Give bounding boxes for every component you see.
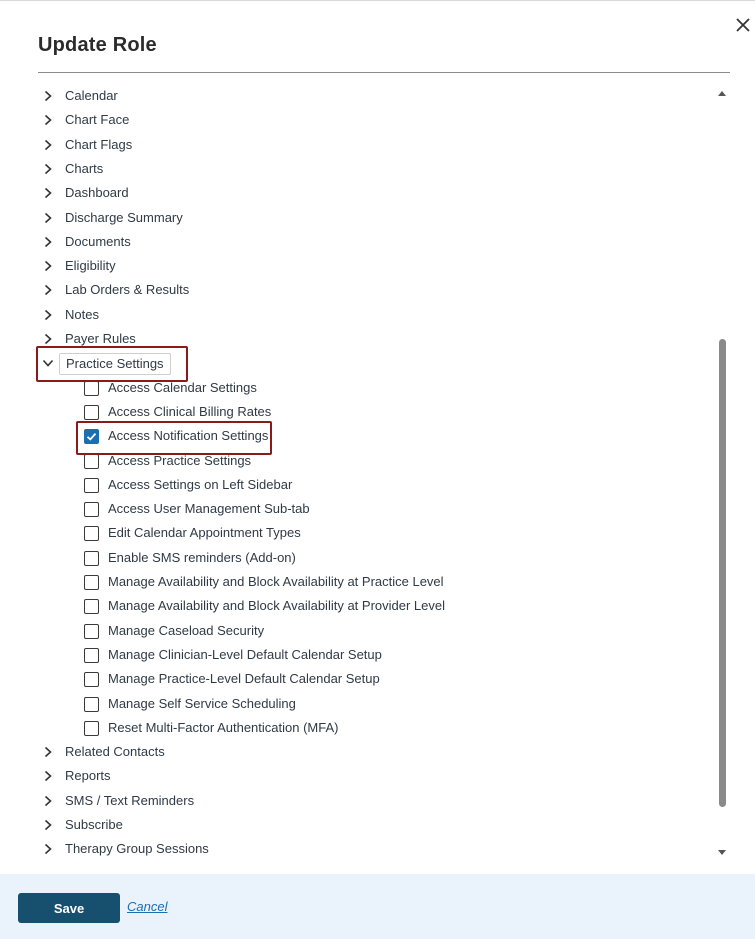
permission-label[interactable]: Manage Availability and Block Availability at Practice Level (108, 574, 444, 589)
save-button[interactable]: Save (18, 893, 120, 923)
permission-checkbox[interactable] (84, 405, 99, 420)
category-label[interactable]: Calendar (65, 88, 118, 103)
category-label[interactable]: Dashboard (65, 185, 129, 201)
permission-checkbox[interactable] (84, 381, 99, 396)
tree-category-row[interactable] (0, 278, 715, 302)
expand-toggle[interactable] (39, 740, 57, 764)
expand-toggle[interactable] (39, 230, 57, 254)
title-divider (38, 72, 730, 73)
tree-category-row[interactable] (0, 351, 715, 375)
chevron-right-icon (42, 333, 54, 345)
permission-row (0, 473, 715, 497)
permission-row (0, 619, 715, 643)
chevron-right-icon (42, 309, 54, 321)
chevron-down-icon (42, 357, 54, 369)
permission-row (0, 400, 715, 424)
category-label[interactable]: Lab Orders & Results (65, 282, 190, 298)
category-label[interactable]: Therapy Group Sessions (65, 841, 209, 857)
permission-checkbox[interactable] (84, 575, 99, 590)
chevron-right-icon (42, 819, 54, 831)
scrollbar-thumb[interactable] (719, 339, 726, 807)
permission-label[interactable]: Edit Calendar Appointment Types (108, 525, 301, 541)
category-label[interactable]: Notes (65, 306, 99, 322)
category-label[interactable]: Payer Rules (65, 331, 136, 346)
category-label[interactable]: SMS / Text Reminders (65, 792, 195, 808)
tree-category-row[interactable] (0, 764, 715, 788)
tree-category-row[interactable] (0, 206, 715, 230)
permission-label[interactable]: Enable SMS reminders (Add-on) (108, 549, 296, 565)
expand-toggle[interactable] (39, 108, 57, 132)
category-label[interactable]: Chart Face (65, 112, 130, 128)
permission-row (0, 546, 715, 570)
dialog-title: Update Role (38, 34, 157, 56)
expand-toggle[interactable] (39, 327, 57, 351)
permission-label[interactable]: Reset Multi-Factor Authentication (MFA) (108, 719, 339, 735)
permission-row (0, 497, 715, 521)
tree-category-row[interactable] (0, 133, 715, 157)
chevron-right-icon (42, 163, 54, 175)
expand-toggle[interactable] (39, 303, 57, 327)
permission-checkbox[interactable] (84, 551, 99, 566)
category-label[interactable]: Reports (65, 768, 111, 784)
permission-checkbox[interactable] (84, 478, 99, 493)
chevron-right-icon (42, 212, 54, 224)
expand-toggle[interactable] (39, 254, 57, 278)
permission-row (0, 667, 715, 691)
permission-row (0, 594, 715, 618)
chevron-right-icon (42, 843, 54, 855)
permission-row (0, 692, 715, 716)
dialog-top-border (0, 0, 755, 1)
permission-checkbox[interactable] (84, 454, 99, 469)
permission-row (0, 570, 715, 594)
category-label[interactable]: Chart Flags (65, 136, 133, 152)
permission-row (0, 376, 715, 400)
permission-label[interactable]: Access User Management Sub-tab (108, 501, 310, 517)
tree-category-row[interactable] (0, 230, 715, 254)
close-icon (736, 18, 750, 32)
permission-label[interactable]: Manage Clinician-Level Default Calendar Setup (108, 646, 382, 662)
permission-checkbox[interactable] (84, 429, 99, 444)
tree-category-row[interactable] (0, 740, 715, 764)
scroll-up-icon (716, 87, 728, 99)
permission-label[interactable]: Access Clinical Billing Rates (108, 403, 272, 419)
tree-category-row[interactable] (0, 303, 715, 327)
permission-checkbox[interactable] (84, 697, 99, 712)
tree-category-row[interactable] (0, 157, 715, 181)
category-label[interactable]: Documents (65, 233, 131, 249)
permission-label[interactable]: Manage Practice-Level Default Calendar Setup (108, 671, 380, 687)
chevron-right-icon (42, 114, 54, 126)
category-label[interactable]: Subscribe (65, 817, 123, 832)
expand-toggle[interactable] (39, 789, 57, 813)
expand-toggle[interactable] (39, 837, 57, 861)
expand-toggle[interactable] (39, 181, 57, 205)
checkmark-icon (85, 430, 98, 443)
permission-label[interactable]: Manage Self Service Scheduling (108, 695, 296, 711)
permission-row (0, 716, 715, 740)
tree-category-row[interactable] (0, 84, 715, 108)
expand-toggle[interactable] (39, 157, 57, 181)
tree-category-row[interactable] (0, 254, 715, 278)
cancel-link[interactable]: Cancel (127, 899, 168, 914)
chevron-right-icon (42, 236, 54, 248)
chevron-right-icon (42, 770, 54, 782)
permission-label[interactable]: Access Notification Settings (108, 428, 269, 444)
permission-row (0, 521, 715, 545)
chevron-right-icon (42, 284, 54, 296)
tree-category-row[interactable] (0, 327, 715, 351)
expand-toggle[interactable] (39, 764, 57, 788)
scroll-down-icon (716, 847, 728, 859)
tree-category-row[interactable] (0, 181, 715, 205)
scroll-up-button[interactable] (716, 86, 728, 98)
permission-row (0, 424, 715, 448)
permission-checkbox[interactable] (84, 672, 99, 687)
expand-toggle[interactable] (39, 278, 57, 302)
permission-label[interactable]: Manage Caseload Security (108, 622, 265, 638)
chevron-right-icon (42, 187, 54, 199)
permission-label[interactable]: Access Calendar Settings (108, 379, 257, 395)
permission-row (0, 449, 715, 473)
close-button[interactable] (732, 14, 754, 36)
category-label[interactable]: Discharge Summary (65, 209, 183, 225)
category-label[interactable]: Practice Settings (59, 353, 171, 375)
permission-checkbox[interactable] (84, 599, 99, 614)
tree-category-row[interactable] (0, 789, 715, 813)
chevron-right-icon (42, 746, 54, 758)
permission-checkbox[interactable] (84, 624, 99, 639)
chevron-right-icon (42, 795, 54, 807)
chevron-right-icon (42, 260, 54, 272)
category-label[interactable]: Related Contacts (65, 744, 165, 760)
expand-toggle[interactable] (39, 813, 57, 837)
tree-category-row[interactable] (0, 837, 715, 861)
permission-checkbox[interactable] (84, 648, 99, 663)
collapse-toggle[interactable] (39, 351, 57, 375)
tree-category-row[interactable] (0, 108, 715, 132)
permission-label[interactable]: Access Settings on Left Sidebar (108, 476, 293, 492)
scroll-down-button[interactable] (716, 846, 728, 858)
permission-checkbox[interactable] (84, 526, 99, 541)
category-label[interactable]: Charts (65, 160, 104, 176)
expand-toggle[interactable] (39, 206, 57, 230)
permission-label[interactable]: Manage Availability and Block Availability at Provider Level (108, 598, 445, 614)
chevron-right-icon (42, 90, 54, 102)
chevron-right-icon (42, 139, 54, 151)
permission-checkbox[interactable] (84, 502, 99, 517)
permission-checkbox[interactable] (84, 721, 99, 736)
expand-toggle[interactable] (39, 133, 57, 157)
category-label[interactable]: Eligibility (65, 258, 116, 274)
permission-label[interactable]: Access Practice Settings (108, 452, 252, 468)
permission-row (0, 643, 715, 667)
tree-category-row[interactable] (0, 813, 715, 837)
expand-toggle[interactable] (39, 84, 57, 108)
